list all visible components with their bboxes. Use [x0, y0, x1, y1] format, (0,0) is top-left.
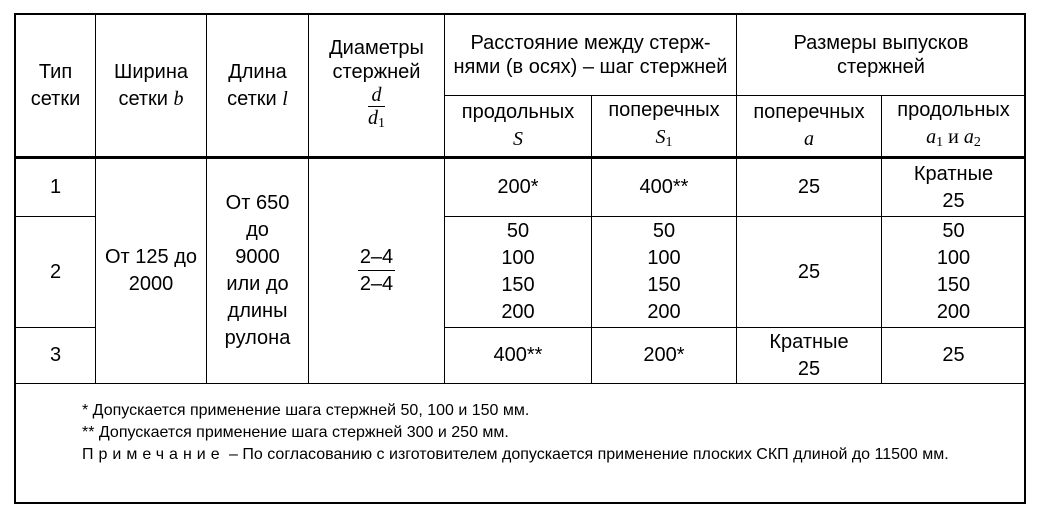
footnote-2: ** Допускается применение шага стержней 300 и 250 мм.: [82, 424, 509, 441]
diameter-value: $\frac{2-4}{2-4}$: [309, 158, 445, 384]
row-type: 1: [16, 158, 96, 217]
header-spacing-trans: поперечных $S_1$: [592, 96, 737, 158]
note-label: Примечание: [82, 446, 225, 463]
header-outlets-long: продольных $a_1$ и $a_2$: [882, 96, 1026, 158]
note-text: – По согласованию с изготовителем допускается применение плоских СКП длиной до 11500 мм.: [224, 446, 949, 463]
spec-table-frame: [14, 13, 1026, 504]
header-type: Тип сетки: [16, 15, 96, 158]
width-value: От 125 до 2000: [96, 158, 207, 384]
spacing-trans-cell: 200*: [592, 328, 737, 384]
spacing-long-cell: 200*: [445, 158, 592, 217]
outlet-long-cell: 50 100 150 200: [882, 217, 1026, 328]
mesh-spec-table: [15, 14, 1026, 384]
header-diameters: Диаметры стержней $\frac{d}{d_1}$: [309, 15, 445, 158]
footnote-1: * Допускается применение шага стержней 50, 100 и 150 мм.: [82, 402, 530, 419]
row-type: 2: [16, 217, 96, 328]
spacing-trans-cell: 50 100 150 200: [592, 217, 737, 328]
spacing-trans-cell: 400**: [592, 158, 737, 217]
header-spacing-group: Расстояние между стерж- нями (в осях) – шаг стержней: [445, 15, 737, 96]
header-outlets-trans: поперечных a: [737, 96, 882, 158]
outlet-trans-cell: Кратные 25: [737, 328, 882, 384]
table-row: [16, 158, 1026, 217]
header-diam-fraction: $\frac{d}{d_1}$: [368, 84, 385, 131]
header-width: Ширина сетки b: [96, 15, 207, 158]
row-type: 3: [16, 328, 96, 384]
outlet-trans-cell: 25: [737, 217, 882, 328]
header-spacing-long: продольных S: [445, 96, 592, 158]
outlet-long-cell: 25: [882, 328, 1026, 384]
footnotes: [16, 386, 1024, 466]
outlet-long-cell: Кратные 25: [882, 158, 1026, 217]
note-paragraph: [16, 444, 1024, 466]
length-value: От 650 до 9000 или до длины рулона: [207, 158, 309, 384]
spacing-long-cell: 50 100 150 200: [445, 217, 592, 328]
spacing-long-cell: 400**: [445, 328, 592, 384]
header-length: Длина сетки l: [207, 15, 309, 158]
outlet-trans-cell: 25: [737, 158, 882, 217]
header-outlets-group: Размеры выпусков стержней: [737, 15, 1026, 96]
